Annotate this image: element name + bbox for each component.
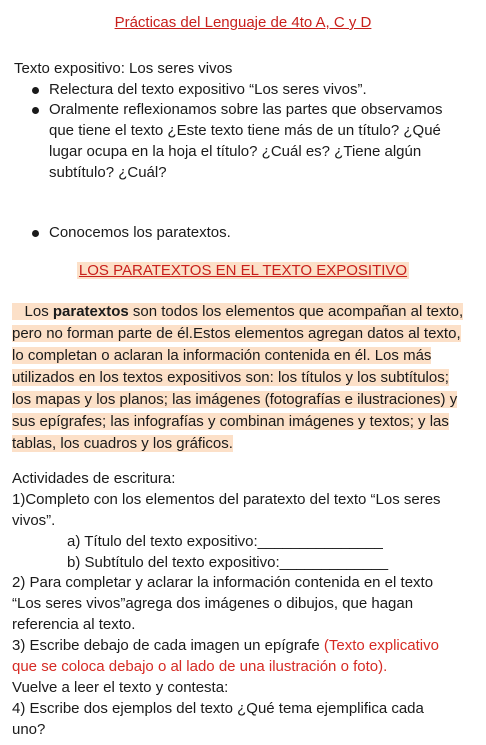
section-title: LOS PARATEXTOS EN EL TEXTO EXPOSITIVO (78, 262, 408, 279)
bullet-dot (32, 230, 39, 237)
intro-heading: Texto expositivo: Los seres vivos (14, 60, 233, 77)
bullet-item: Relectura del texto expositivo “Los seres vivos”. (49, 81, 367, 98)
activity-3-cont: Vuelve a leer el texto y contesta: (12, 679, 229, 696)
page-title: Prácticas del Lenguaje de 4to A, C y D (114, 14, 372, 31)
bullet-item-cont: que tiene el texto ¿Este texto tiene más de un título? ¿Qué (49, 122, 441, 139)
activity-3: 3) Escribe debajo de cada imagen un epígrafe (Texto explicativo (12, 637, 439, 654)
activity-1-a: a) Título del texto expositivo:_______________ (67, 533, 383, 550)
activities-heading: Actividades de escritura: (12, 470, 176, 487)
activity-2-cont: referencia al texto. (12, 616, 136, 633)
activity-4-cont: uno? (12, 721, 46, 738)
activity-3-definition: que se coloca debajo o al lado de una ilustración o foto). (12, 658, 388, 675)
bullet-dot (32, 87, 39, 94)
bullet-item-cont: subtítulo? ¿Cuál? (49, 164, 167, 181)
activity-4: 4) Escribe dos ejemplos del texto ¿Qué tema ejemplifica cada (12, 700, 424, 717)
activity-2-cont: “Los seres vivos”agrega dos imágenes o dibujos, que hagan (12, 595, 414, 612)
activity-2: 2) Para completar y aclarar la información contenida en el texto (12, 574, 434, 591)
paratext-paragraph: Los paratextos son todos los elementos que acompañan al texto, pero no forman parte de él.Estos elementos agregan datos al texto, lo completan o aclaran la información contenida en él. Los más utilizados en los textos expositivos son: los títulos y los subtítulos; los mapas y los planos; las imágenes (fotografías e ilustraciones) y sus epígrafes; las infografías y combinan imágenes y textos; y las tablas, los cuadros y los gráficos. (12, 303, 464, 452)
bullet-item-cont: lugar ocupa en la hoja el título? ¿Cuál es? ¿Tiene algún (49, 143, 422, 160)
activity-1-b: b) Subtítulo del texto expositivo:_____________ (67, 554, 389, 571)
bullet-item: Conocemos los paratextos. (49, 224, 231, 241)
bullet-item: Oralmente reflexionamos sobre las partes que observamos (49, 101, 443, 118)
activity-1-cont: vivos”. (12, 512, 56, 529)
activity-1: 1)Completo con los elementos del paratexto del texto “Los seres (12, 491, 441, 508)
bullet-dot (32, 107, 39, 114)
